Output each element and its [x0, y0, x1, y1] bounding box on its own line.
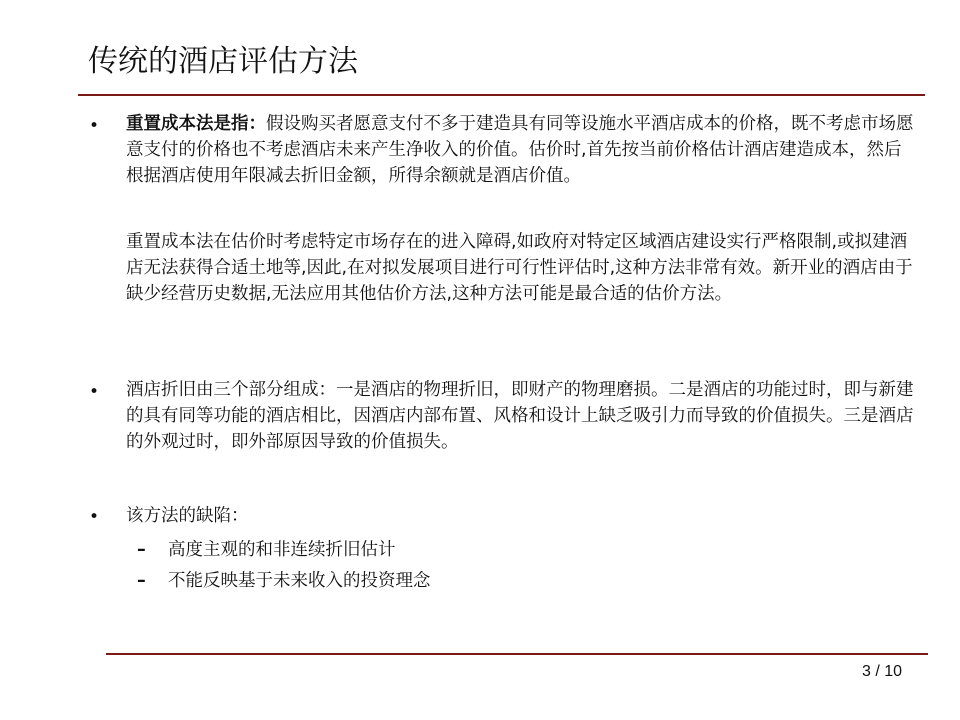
bullet-1-body: 假设购买者愿意支付不多于建造具有同等设施水平酒店成本的价格，既不考虑市场愿意支付的价格也不考虑酒店未来产生净收入的价值。估价时,首先按当前价格估计酒店建造成本，然后根据酒店使用年限减去折旧金额，所得余额就是酒店价值。	[126, 114, 914, 186]
bullet-1-followup: 重置成本法在估价时考虑特定市场存在的进入障碍,如政府对特定区域酒店建设实行严格限制,或拟建酒店无法获得合适土地等,因此,在对拟发展项目进行可行性评估时,这种方法非常有效。新开业的酒店由于缺少经营历史数据,无法应用其他估价方法,这种方法可能是最合适的估价方法。	[126, 232, 913, 304]
bullet-1-text	[126, 111, 916, 189]
bullet-marker: •	[89, 116, 100, 136]
sub-bullet-marker: –	[137, 540, 146, 560]
bullet-2-text: 酒店折旧由三个部分组成：一是酒店的物理折旧，即财产的物理磨损。二是酒店的功能过时，即与新建的具有同等功能的酒店相比，因酒店内部布置、风格和设计上缺乏吸引力而导致的价值损失。三是酒店的外观过时，即外部原因导致的价值损失。	[126, 380, 914, 452]
bullet-marker: •	[89, 507, 100, 527]
bullet-1-lead: 重置成本法是指：	[126, 114, 266, 134]
sub-item-1: 高度主观的和非连续折旧估计	[168, 540, 396, 560]
sub-item-2: 不能反映基于未来收入的投资理念	[168, 571, 431, 591]
bullet-marker: •	[89, 382, 100, 402]
bullet-3-text: 该方法的缺陷：	[126, 506, 249, 526]
footer-divider	[106, 653, 928, 655]
page-number: 3 / 10	[861, 663, 902, 680]
slide-title: 传统的酒店评估方法	[88, 44, 358, 79]
sub-bullet-marker: –	[137, 571, 146, 591]
